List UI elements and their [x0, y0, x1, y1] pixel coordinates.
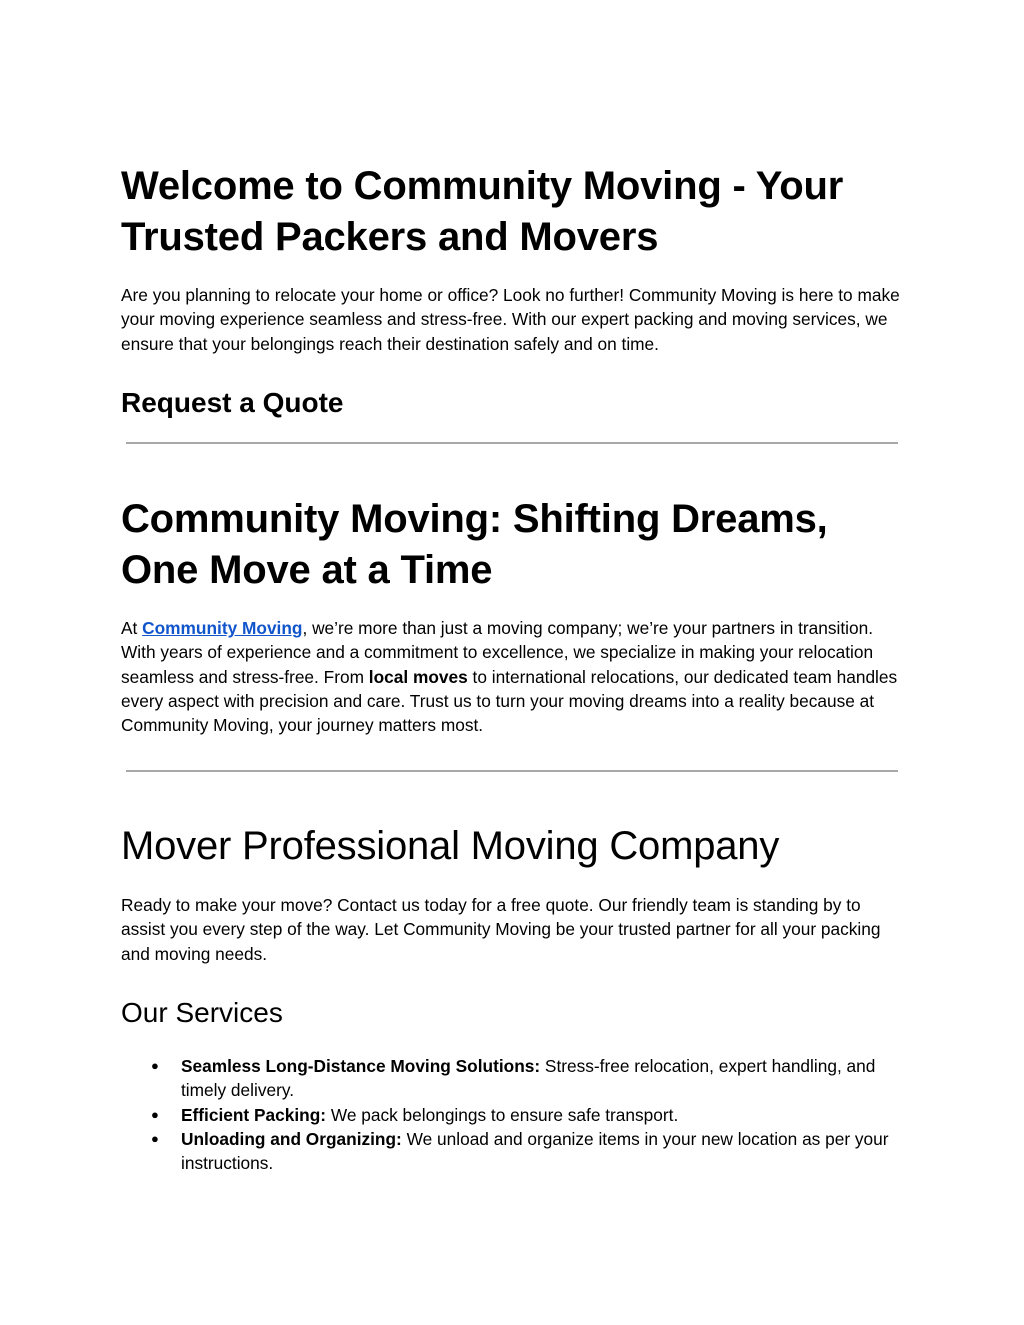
our-services-heading: Our Services	[121, 997, 283, 1028]
welcome-title: Welcome to Community Moving - Your Trusted Packers and Movers	[121, 164, 844, 259]
service-item	[121, 1103, 903, 1127]
bullet-icon: ●	[151, 1106, 159, 1122]
shifting-dreams-paragraph	[121, 616, 903, 737]
service-item	[121, 1054, 903, 1103]
paragraph-prefix: At	[121, 618, 143, 638]
mover-professional-title: Mover Professional Moving Company	[121, 824, 780, 868]
divider-1	[126, 442, 898, 444]
services-list-block	[121, 1054, 903, 1175]
service-label: Unloading and Organizing:	[181, 1128, 402, 1149]
shifting-dreams-title: Community Moving: Shifting Dreams, One Move at a Time	[121, 497, 828, 592]
services-list	[121, 1054, 903, 1175]
service-label: Seamless Long-Distance Moving Solutions:	[181, 1056, 541, 1076]
welcome-section	[121, 161, 903, 263]
request-quote-heading: Request a Quote	[121, 387, 344, 418]
service-label: Efficient Packing:	[181, 1104, 327, 1125]
paragraph-middle: , we’re more than just a moving company; we’re your partners in transition. With years of experience and a commitment to excellence, we specialize in making your relocation seamless and stress-free. From	[121, 618, 874, 687]
mover-professional-paragraph: Ready to make your move? Contact us today for a free quote. Our friendly team is standing by to assist you every step of the way. Let Community Moving be your trusted partner for all your packing and moving needs.	[121, 895, 881, 964]
mover-professional-body	[121, 893, 903, 966]
mover-professional-section	[121, 821, 903, 872]
service-description: Stress-free relocation, expert handling, and timely delivery.	[181, 1056, 876, 1101]
service-description: We pack belongings to ensure safe transport.	[326, 1104, 679, 1125]
request-quote-block	[121, 387, 903, 419]
local-moves-bold: local moves	[368, 666, 468, 687]
welcome-intro-text: Are you planning to relocate your home or office? Look no further! Community Moving is here to make your moving experience seamless and stress-free. With our expert packing and moving services, we ensure that your belongings reach their destination safely and on time.	[121, 285, 900, 354]
service-item	[121, 1127, 903, 1176]
divider-2	[126, 770, 898, 772]
community-moving-link[interactable]: Community Moving	[142, 618, 303, 638]
welcome-intro-block	[121, 283, 903, 356]
shifting-dreams-body	[121, 616, 903, 737]
bullet-icon: ●	[151, 1058, 159, 1073]
shifting-dreams-section	[121, 494, 903, 596]
service-description: We unload and organize items in your new location as per your instructions.	[181, 1128, 889, 1174]
our-services-block	[121, 997, 903, 1029]
bullet-icon: ●	[151, 1130, 159, 1146]
paragraph-suffix: to international relocations, our dedicated team handles every aspect with precision and care. Trust us to turn your moving dreams into a reality because at Community Moving, your journey matters most.	[121, 666, 898, 736]
